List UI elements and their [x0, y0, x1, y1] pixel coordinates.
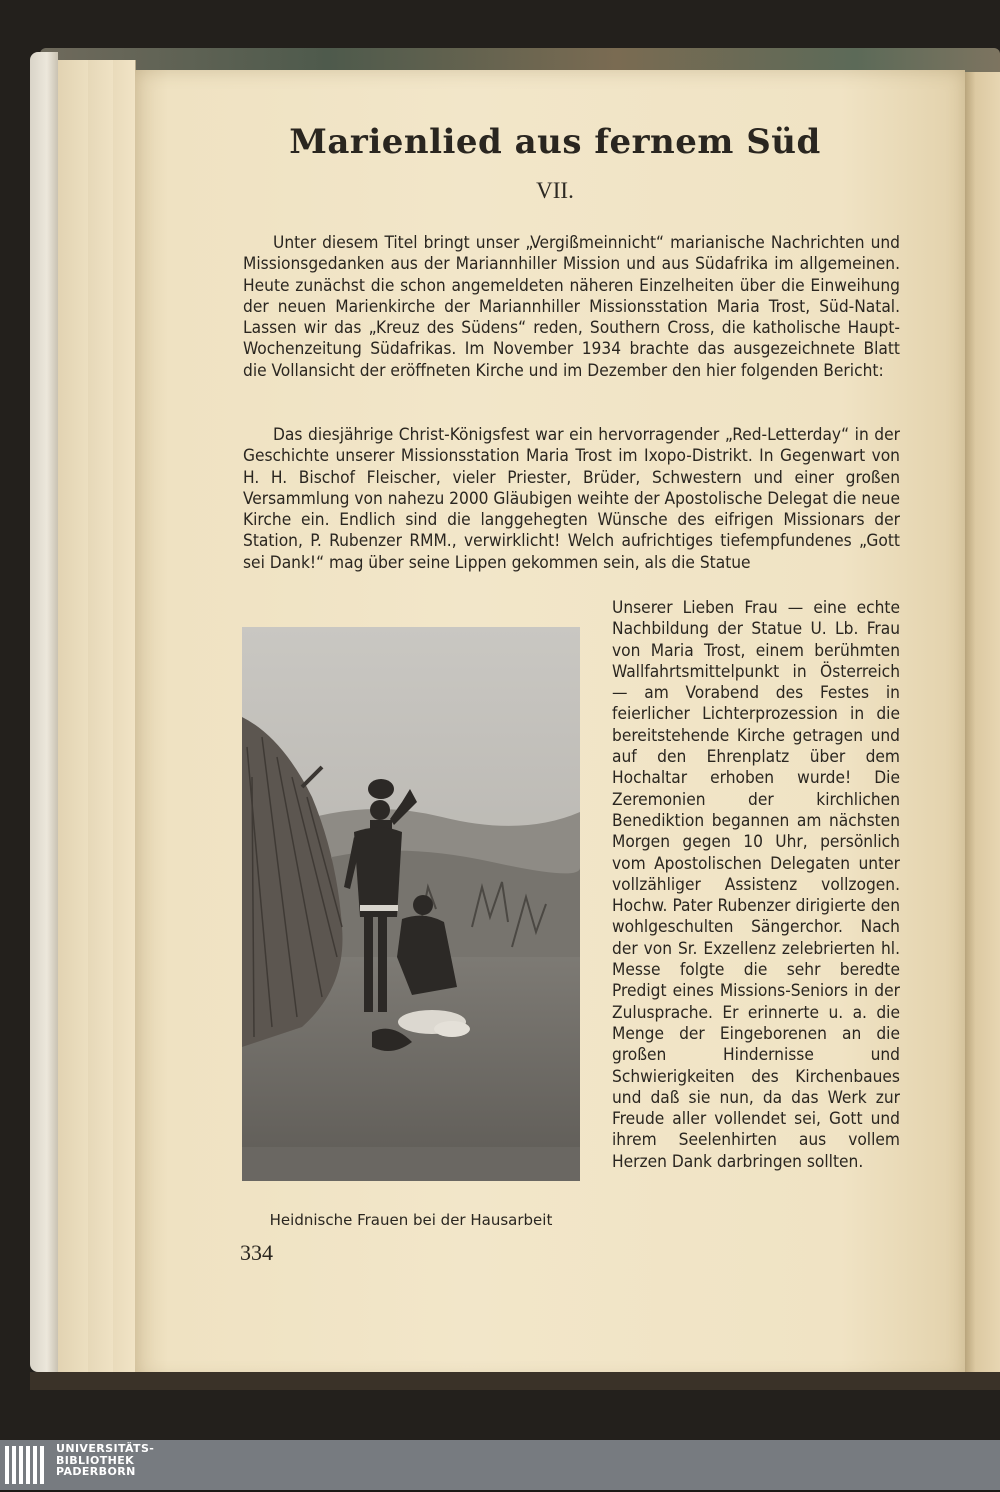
- library-name-line: PADERBORN: [56, 1465, 136, 1478]
- book-bottom-edge: [30, 1372, 1000, 1390]
- photo-caption: Heidnische Frauen bei der Hausarbeit: [269, 1211, 553, 1229]
- page-edges: [113, 60, 136, 1376]
- photo-women-at-housework: [242, 627, 580, 1181]
- paragraph-report: Das diesjährige Christ-Königsfest war ein hervorragender „Red-Letterday“ in der Geschichte unserer Missionsstation Maria Trost im Ixopo-Distrikt. In Gegenwart von H. H. Bischof Fleischer, vieler Priester, Brüder, Schwestern und einer großen Versammlung von nahezu 2000 Gläubigen weihte der Apostolische Delegat die neue Kirche ein. Endlich sind die langgehegten Wünsche des eifrigen Missionars der Station, P. Rubenzer RMM., verwirklicht! Welch aufrichtiges tiefempfundenes „Gott sei Dank!“ mag über seine Lippen gekommen sein, als die Statue: [243, 425, 900, 573]
- library-name-line: UNIVERSITÄTS-: [56, 1442, 155, 1455]
- page-number: 334: [240, 1240, 273, 1265]
- facing-page-edge: [965, 72, 1000, 1378]
- library-name-line: BIBLIOTHEK: [56, 1453, 135, 1467]
- paragraph-report-continued: Unserer Lieben Frau — eine echte Nachbildung der Statue U. Lb. Frau von Maria Trost, einem berühmten Wallfahrtsmittelpunkt in Österreich — am Vorabend des Festes in feierlicher Lichterprozession in die bereitstehende Kirche getragen und auf den Ehrenplatz über dem Hochaltar erhoben wurde! Die Zeremonien der kirchlichen Benediktion begannen am nächsten Morgen gegen 10 Uhr, persönlich vom Apostolischen Delegaten unter vollzähliger Assistenz vollzogen. Hochw. Pater Rubenzer dirigierte den wohlgeschulten Sängerchor. Nach der von Sr. Exzellenz zelebrierten hl. Messe folgte die sehr beredte Predigt eines Missions-Seniors in der Zulusprache. Er erinnerte u. a. die Menge der Eingeborenen an die großen Hindernisse und Schwierigkeiten des Kirchenbaues und daß sie nun, da das Werk zur Freude aller vollendet sei, Gott und ihrem Seelenhirten aus vollem Herzen Dank darbringen sollten.: [612, 598, 900, 1172]
- library-name: [56, 1443, 154, 1478]
- page-edges: [58, 60, 89, 1376]
- page-title: Marienlied aus fernem Süd: [289, 122, 821, 162]
- library-logo-icon: [2, 1442, 50, 1488]
- book-cover-left: [30, 52, 58, 1372]
- page-edges: [88, 60, 114, 1376]
- paragraph-intro: Unter diesem Titel bringt unser „Vergißmeinnicht“ marianische Nachrichten und Missionsgedanken aus der Mariannhiller Mission und aus Südafrika im allgemeinen. Heute zunächst die schon angemeldeten näheren Einzelheiten über die Einweihung der neuen Marienkirche der Mariannhiller Missionsstation Maria Trost, Süd-Natal. Lassen wir das „Kreuz des Südens“ reden, Southern Cross, die katholische Haupt-Wochenzeitung Südafrikas. Im November 1934 brachte das ausgezeichnete Blatt die Vollansicht der eröffneten Kirche und im Dezember den hier folgenden Bericht:: [243, 233, 900, 381]
- chapter-number: VII.: [536, 178, 574, 203]
